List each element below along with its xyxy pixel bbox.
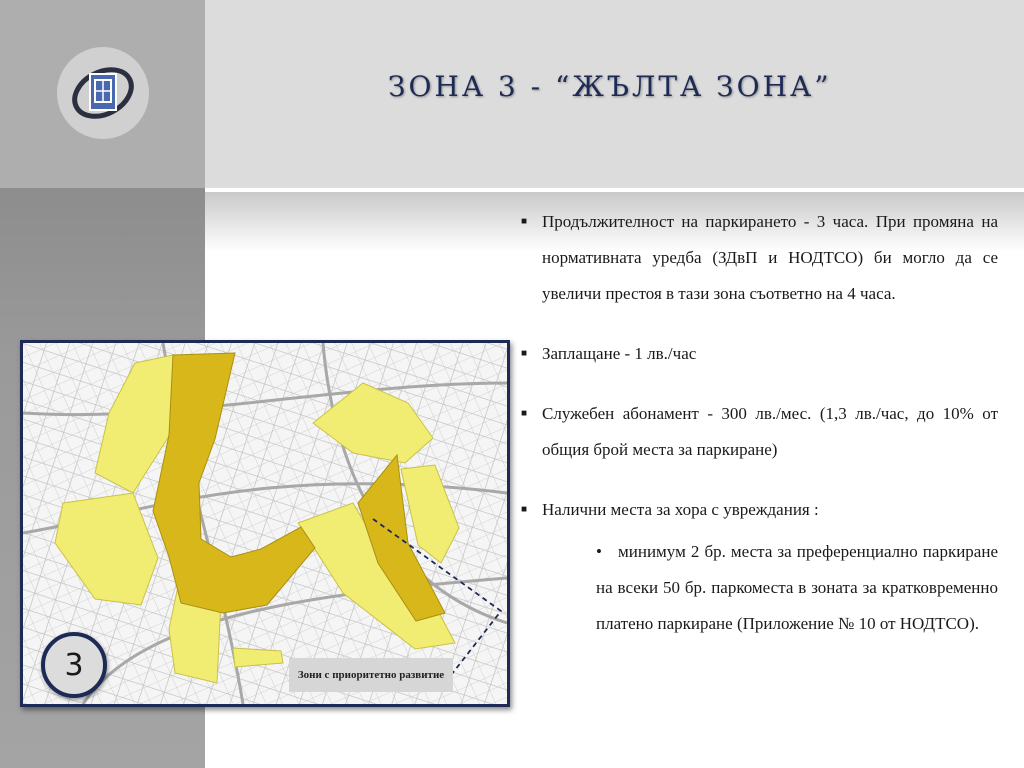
bullet-item (518, 492, 998, 642)
square-bullet-icon: ■ (521, 504, 528, 515)
map-legend: Зони с приоритетно развитие (289, 658, 453, 692)
sub-bullet-item (542, 534, 998, 642)
municipality-logo-icon (57, 47, 149, 139)
bullet-text: Заплащане - 1 лв./час (542, 344, 697, 363)
bullet-text: Продължителност на паркирането - 3 часа. При промяна на нормативната уредба (ЗДвП и НОДТСО) би могло да се увеличи престоя в тази зона съответно на 4 часа. (542, 212, 998, 303)
slide-title: ЗОНА 3 - “ЖЪЛТА ЗОНА” (388, 70, 832, 103)
square-bullet-icon: ■ (521, 216, 528, 227)
bullet-list (518, 204, 998, 666)
logo (57, 47, 149, 139)
square-bullet-icon: ■ (521, 348, 528, 359)
bullet-item (518, 336, 998, 372)
sub-bullet-text: минимум 2 бр. места за преференциално паркиране на всеки 50 бр. паркоместа в зоната за кратковременно платено паркиране (Приложение № 10 от НОДТСО). (596, 542, 998, 633)
bullet-text: Служебен абонамент - 300 лв./мес. (1,3 лв./час, до 10% от общия брой места за паркиране) (542, 404, 998, 459)
zone-number-badge: 3 (41, 632, 107, 698)
sub-bullet-marker: • (596, 542, 602, 561)
square-bullet-icon: ■ (521, 408, 528, 419)
bullet-item (518, 204, 998, 312)
bullet-item (518, 396, 998, 468)
bullet-text: Налични места за хора с увреждания : (542, 500, 819, 519)
